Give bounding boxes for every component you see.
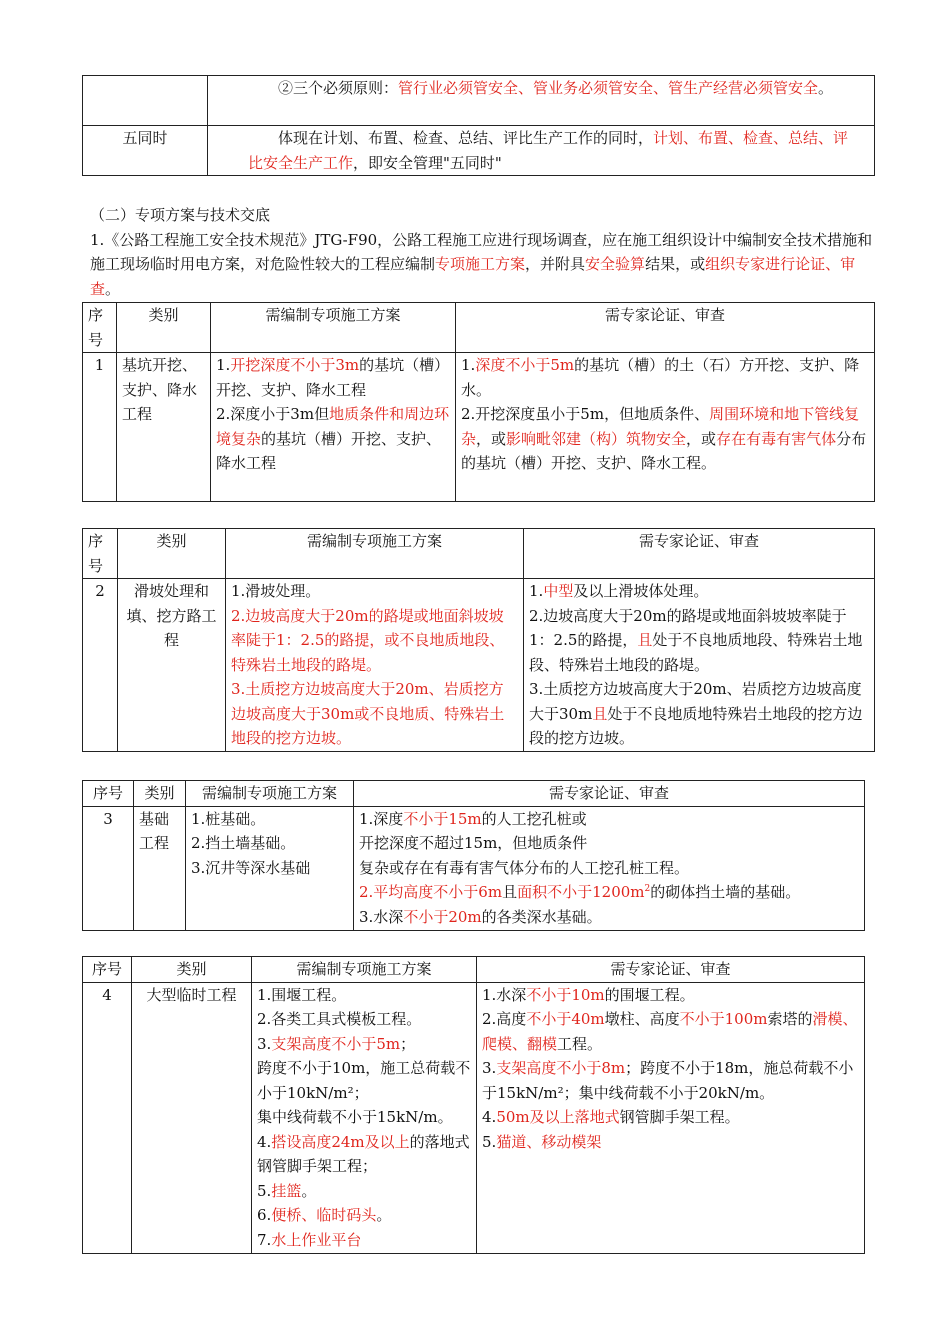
header-no: 序号 (83, 529, 118, 579)
list-item: 1.开挖深度不小于3m的基坑（槽）开挖、支护、降水工程 (216, 356, 450, 399)
table-row (83, 126, 875, 176)
header-expert: 需专家论证、审查 (477, 957, 865, 983)
list-item: 1.深度不小于15m的人工挖孔桩或 (359, 809, 587, 828)
list-item: 2.平均高度不小于6m且面积不小于$1200m^2$的砌体挡土墙的基础。 (359, 883, 801, 901)
table-header-row (83, 957, 865, 983)
table-row (83, 579, 875, 752)
row-label: 五同时 (83, 126, 208, 176)
section-heading: （二）专项方案与技术交底 (90, 206, 271, 224)
list-item: 3.支架高度不小于8m；跨度不小于18m，施总荷载不小于15kN/m²；集中线荷载不小于20kN/m。 (482, 1059, 854, 1102)
list-item: 2.边坡高度大于20m的路堤或地面斜坡坡率陡于1：2.5的路提，或不良地质地段、特殊岩土地段的路堤。 (231, 606, 505, 674)
list-item: 1.围堰工程。 (257, 985, 347, 1004)
header-plan: 需编制专项施工方案 (186, 781, 354, 807)
header-category: 类别 (132, 957, 252, 983)
row-category: 基坑开挖、支护、降水工程 (117, 353, 211, 502)
table-row (83, 76, 875, 126)
row-number: 2 (83, 579, 118, 752)
list-item: 4.搭设高度24m及以上的落地式钢管脚手架工程； (257, 1132, 470, 1175)
header-category: 类别 (134, 781, 186, 807)
list-item: 1.水深不小于10m的围堰工程。 (482, 985, 695, 1004)
header-category: 类别 (117, 303, 211, 353)
row-category: 大型临时工程 (132, 982, 252, 1253)
list-item: 开挖深度不超过15m，但地质条件 (359, 834, 588, 852)
table-2 (82, 528, 875, 752)
section-text (82, 203, 877, 301)
header-category: 类别 (118, 529, 226, 579)
header-expert: 需专家论证、审查 (524, 529, 875, 579)
row-category: 基础工程 (134, 806, 186, 930)
table-row (83, 982, 865, 1253)
table-1 (82, 302, 875, 502)
list-item: 2.深度小于3m但地质条件和周边环境复杂的基坑（槽）开挖、支护、降水工程 (216, 405, 450, 472)
table-header-row (83, 303, 875, 353)
list-item: 5.猫道、移动模架 (482, 1132, 602, 1151)
row-number: 4 (83, 982, 132, 1253)
list-item: 1.深度不小于5m的基坑（槽）的土（石）方开挖、支护、降水。 (461, 356, 860, 399)
expert-cell (456, 353, 875, 502)
list-item: 7.水上作业平台 (257, 1230, 362, 1249)
header-plan: 需编制专项施工方案 (226, 529, 524, 579)
table-header-row (83, 529, 875, 579)
expert-cell (524, 579, 875, 752)
expert-cell (477, 982, 865, 1253)
list-item: 2.挡土墙基础。 (191, 834, 296, 852)
header-expert: 需专家论证、审查 (456, 303, 875, 353)
list-item: 2.边坡高度大于20m的路堤或地面斜坡坡率陡于1：2.5的路提，且处于不良地质地段、特殊岩土地段、特殊岩土地段的路堤。 (529, 606, 863, 674)
table-row (83, 806, 865, 930)
header-no: 序号 (83, 303, 117, 353)
safety-principles-table (82, 75, 875, 176)
plan-cell (252, 982, 477, 1253)
principle-cell: ②三个必须原则：管行业必须管安全、管业务必须管安全、管生产经营必须管安全。 (208, 76, 875, 126)
list-item: 3.土质挖方边坡高度大于20m、岩质挖方边坡高度大于30m或不良地质、特殊岩土地段的挖方边坡。 (231, 680, 505, 747)
list-item: 5.挂篮。 (257, 1181, 317, 1200)
list-item: 2.高度不小于40m墩柱、高度不小于100m索塔的滑模、爬模、翻模工程。 (482, 1010, 858, 1053)
table-3 (82, 780, 865, 931)
header-no: 序号 (83, 781, 134, 807)
list-item: 1.中型及以上滑坡体处理。 (529, 582, 709, 600)
list-item: 4.50m及以上落地式钢管脚手架工程。 (482, 1108, 740, 1126)
header-no: 序号 (83, 957, 132, 983)
header-plan: 需编制专项施工方案 (252, 957, 477, 983)
list-item: 3.沉井等深水基础 (191, 858, 311, 877)
plan-cell (186, 806, 354, 930)
expert-cell (354, 806, 865, 930)
list-item: 集中线荷载不小于15kN/m。 (257, 1108, 453, 1126)
list-item: 3.支架高度不小于5m； (257, 1034, 416, 1053)
list-item: 1.滑坡处理。 (231, 582, 321, 600)
header-plan: 需编制专项施工方案 (211, 303, 456, 353)
list-item: 2.开挖深度虽小于5m，但地质条件、周围环境和地下管线复杂，或影响毗邻建（构）筑物安全，或存在有毒有害气体分布的基坑（槽）开挖、支护、降水工程。 (461, 405, 867, 472)
list-item: 复杂或存在有毒有害气体分布的人工挖孔桩工程。 (359, 858, 690, 877)
row-category: 滑坡处理和填、挖方路工程 (118, 579, 226, 752)
list-item: 3.水深不小于20m的各类深水基础。 (359, 907, 602, 926)
table-4 (82, 956, 865, 1254)
plan-cell (211, 353, 456, 502)
plan-cell (226, 579, 524, 752)
list-item: 跨度不小于10m，施工总荷载不小于10kN/m²； (257, 1059, 471, 1102)
table-row (83, 353, 875, 502)
section-paragraph: 1.《公路工程施工安全技术规范》JTG-F90，公路工程施工应进行现场调查，应在施工组织设计中编制安全技术措施和施工现场临时用电方案，对危险性较大的工程应编制专项施工方案，并附具安全验算结果，或组织专家进行论证、审查。 (90, 230, 873, 298)
row-number: 1 (83, 353, 117, 502)
header-expert: 需专家论证、审查 (354, 781, 865, 807)
row-number: 3 (83, 806, 134, 930)
principle-cell: 体现在计划、布置、检查、总结、评比生产工作的同时，计划、布置、检查、总结、评比安全生产工作，即安全管理"五同时" (208, 126, 875, 176)
empty-cell (83, 76, 208, 126)
list-item: 2.各类工具式模板工程。 (257, 1010, 422, 1028)
table-header-row (83, 781, 865, 807)
list-item: 3.土质挖方边坡高度大于20m、岩质挖方边坡高度大于30m且处于不良地质地特殊岩土地段的挖方边段的挖方边坡。 (529, 680, 863, 747)
list-item: 1.桩基础。 (191, 809, 266, 828)
list-item: 6.便桥、临时码头。 (257, 1206, 392, 1224)
